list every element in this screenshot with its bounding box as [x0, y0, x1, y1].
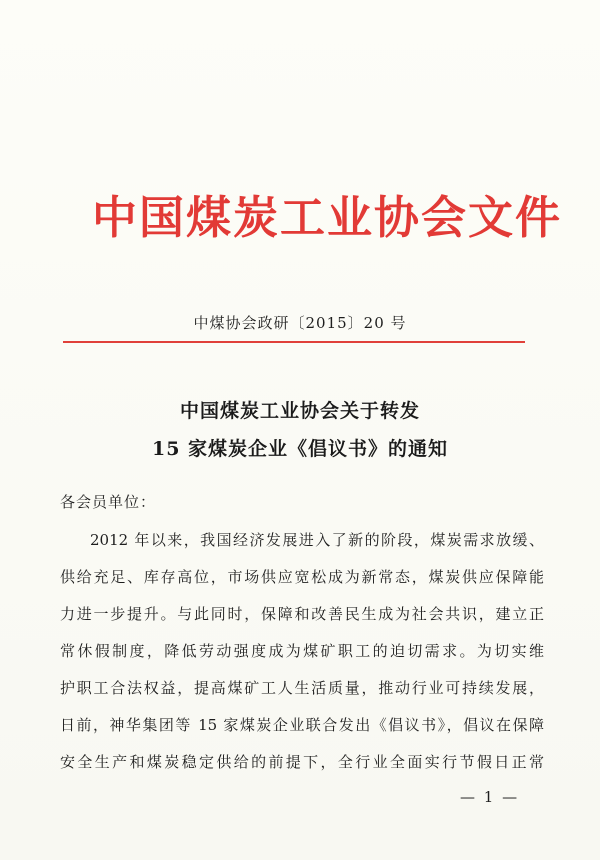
body-line: 日前，神华集团等 15 家煤炭企业联合发出《倡议书》，倡议在保障	[60, 716, 544, 734]
page-number: — 1 —	[460, 788, 520, 806]
document-title-line-2: 15 家煤炭企业《倡议书》的通知	[151, 438, 449, 460]
document-number: 中煤协会政研〔2015〕20 号	[193, 314, 407, 332]
red-divider-line	[63, 341, 525, 343]
body-line: 2012 年以来，我国经济发展进入了新的阶段，煤炭需求放缓、	[90, 531, 544, 549]
document-title-line-1: 中国煤炭工业协会关于转发	[179, 400, 420, 422]
body-line: 安全生产和煤炭稳定供给的前提下，全行业全面实行节假日正常	[60, 753, 544, 771]
body-line: 供给充足、库存高位，市场供应宽松成为新常态，煤炭供应保障能	[60, 568, 544, 586]
salutation: 各会员单位：	[60, 493, 157, 511]
body-line: 常休假制度，降低劳动强度成为煤矿职工的迫切需求。为切实维	[60, 642, 544, 660]
body-line: 护职工合法权益，提高煤矿工人生活质量，推动行业可持续发展，	[60, 679, 544, 697]
body-line: 力进一步提升。与此同时，保障和改善民生成为社会共识，建立正	[60, 605, 544, 623]
issuer-header: 中国煤炭工业协会文件	[92, 191, 563, 244]
